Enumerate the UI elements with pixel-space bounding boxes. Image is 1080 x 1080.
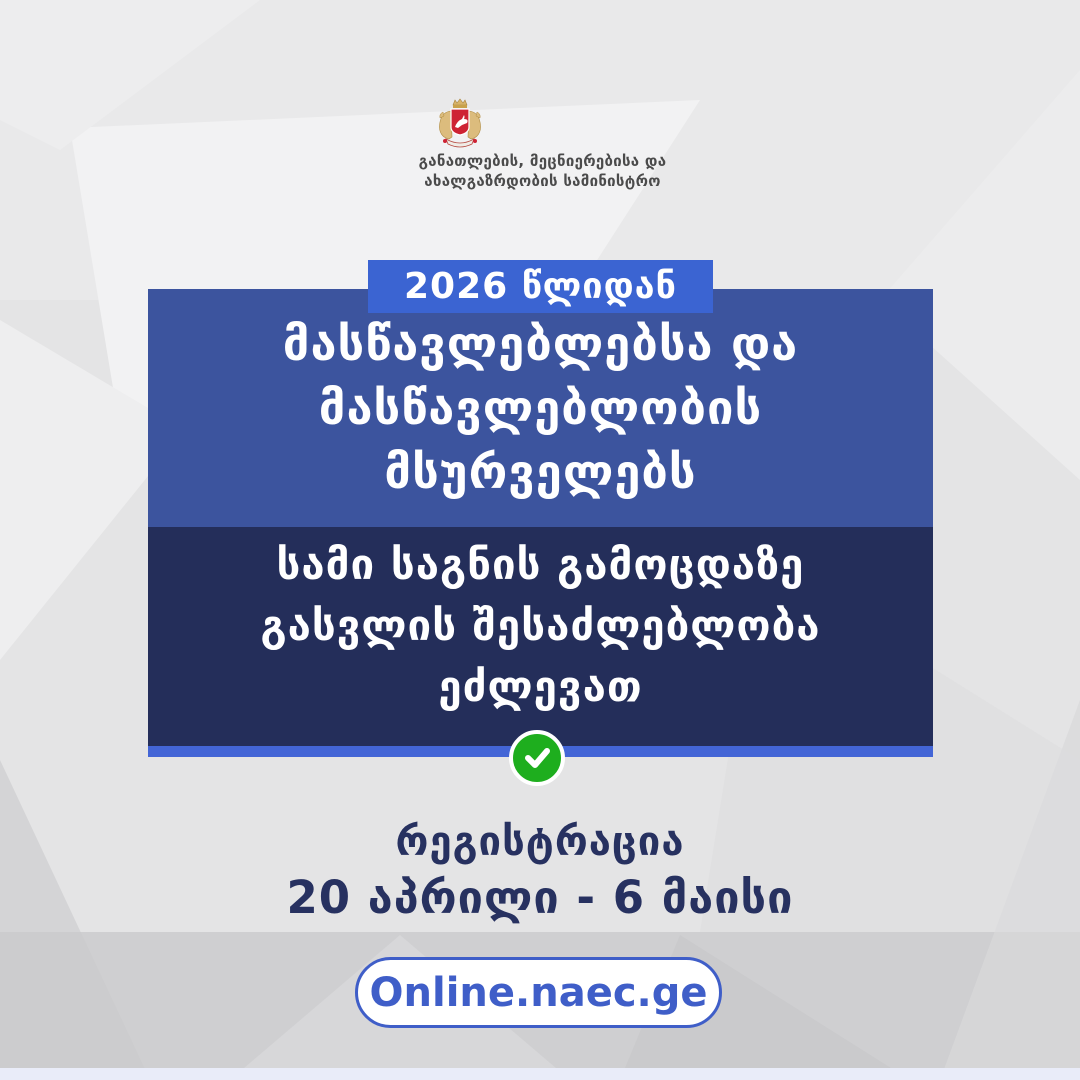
registration-section bbox=[0, 818, 1080, 926]
audience-title-line1: მასწავლებლებსა და bbox=[282, 317, 799, 372]
announcement-box bbox=[148, 289, 933, 757]
audience-title-line3: მსურველებს bbox=[384, 445, 697, 500]
exam-info-line1: სამი საგნის გამოცდაზე bbox=[276, 540, 805, 589]
exam-info-line3: ეძლევათ bbox=[438, 662, 643, 711]
bottom-edge-strip bbox=[0, 1068, 1080, 1080]
ministry-name bbox=[340, 152, 745, 191]
registration-title: რეგისტრაცია bbox=[395, 819, 685, 865]
check-mark-icon bbox=[520, 741, 554, 775]
ministry-line1: განათლების, მეცნიერებისა და bbox=[418, 152, 667, 170]
online-naec-ge-label: Online.naec.ge bbox=[369, 969, 708, 1016]
audience-title-line2: მასწავლებლობის bbox=[318, 381, 763, 436]
audience-title bbox=[148, 289, 933, 527]
ministry-line2: ახალგაზრდობის სამინისტრო bbox=[424, 171, 661, 190]
exam-info-line2: გასვლის შესაძლებლობა bbox=[260, 601, 821, 650]
registration-dates: 20 აპრილი - 6 მაისი bbox=[286, 871, 794, 924]
check-circle-icon bbox=[509, 730, 565, 786]
online-naec-ge-button[interactable] bbox=[355, 957, 722, 1028]
georgia-coat-of-arms-icon bbox=[430, 96, 490, 154]
exam-info-box bbox=[148, 527, 933, 746]
year-badge bbox=[368, 260, 713, 313]
year-badge-label: 2026 წლიდან bbox=[403, 266, 678, 307]
